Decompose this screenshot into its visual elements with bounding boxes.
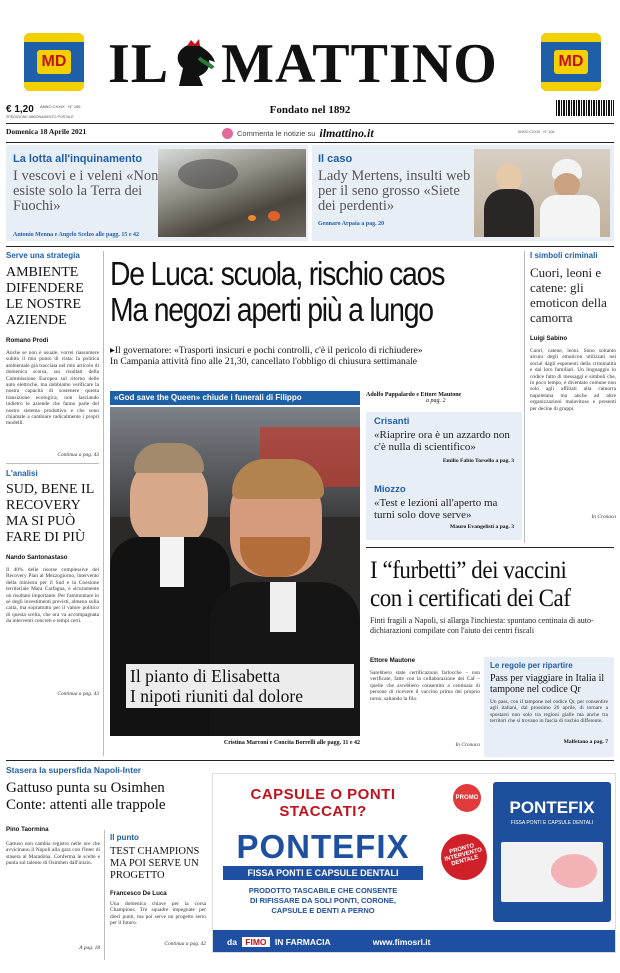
rules-box[interactable]: Le regole per ripartire Pass per viaggiare in Italia il tampone nel codice Qr Un pass, con il tampone nel codice Qr, per consentire agli italiani, dal prossimo 26 aprile, di tornare a spostarsi non solo tra regioni gialle ma anche tra territori che si trovano in fascia di rischio differente. Malfetano a pag. 7 [484,657,614,757]
fires-photo [158,149,306,237]
ad-question: CAPSULE O PONTI STACCATI? [250,786,396,820]
md-logo-right: MD [541,33,601,91]
barcode [556,100,614,116]
ad-brand: PONTEFIX [236,828,410,865]
main-subheads: ▸Il governatore: «Trasporti insicuri e pochi controlli, c'è il pericolo di richiudere» In Campania attività fino alle 21,30, cancellato l'obbligo di chiusura settimanale [110,345,423,367]
founded-line: Fondato nel 1892 [269,104,351,116]
newspaper-title: IL MATTINO [108,33,498,95]
rooster-icon [169,38,221,88]
mertens-photo [474,149,610,237]
date-small: ANNO CXXIX · N° 106 [518,130,555,134]
photo-kicker: «God save the Queen» chiude i funerali di Filippo [110,391,360,405]
md-logo-left: MD [24,33,84,91]
sport-title[interactable]: Gattuso punta su Osimhen Conte: attenti alle trappole [6,780,166,813]
left-column: Serve una strategia AMBIENTE DIFENDERE LE NOSTRE AZIENDE Romano Prodi Anche se non è usuale, vorrei riassumere subito il mio punto di vista: la politica ambientale già tracciata nel mio articolo di domenica scorsa, sui risultati della Commissione Europea sul ritorno delle auto elettriche, ma dobbiamo verificare la nostra capacità di sostenere questa transizione ecologica, non lasciando indietro le aziende che fanno parte del nostro sistema produttivo e che sono chiamate a cambiare radicalmente i propri modelli. Continua a pag. 43 L'analisi SUD, BENE IL RECOVERY MA SI PUÒ FARE DI PIÙ Nando Santonastaso Il 40% delle risorse complessive del Recovery Plan al Mezzogiorno, intervento della ministra per il Sud e la Coesione territoriale Mara Carfagna, è sicuramente un risultato importante. Per l'ammontare in sé degli investimenti previsti, almeno sulla carta, ma soprattutto per il valore politico di questa scelta, che ora va accompagnata da interventi concreti e tempi certi. Continua a pag. 43 [6,251,99,697]
main-signature: Adolfo Pappalardo e Ettore Mautone a pag. 2 [366,392,462,404]
postal-info: SPEDIZIONE ABBONAMENTO POSTALE [6,115,74,119]
quote-miozzo[interactable]: Miozzo «Test e lezioni all'aperto ma turni solo dove serve» Mauro Evangelisti a pag. 3 [366,480,522,540]
site-link[interactable]: ilmattino.it [319,126,374,140]
ad-footer: da FIMO IN FARMACIA www.fimosrl.it [213,930,616,953]
left-title-2[interactable]: SUD, BENE IL RECOVERY MA SI PUÒ FARE DI PIÙ [6,482,94,545]
issue-date: Domenica 18 Aprile 2021 [6,127,87,136]
teaser-pollution[interactable]: La lotta all'inquinamento I vescovi e i veleni «Non esiste solo la Terra dei Fuochi» Antonio Menna e Angelo Scelzo alle pagg. 15 e 42 [6,145,308,241]
vaccine-headline[interactable]: I “furbetti” dei vaccini con i certificati dei Caf [370,557,571,612]
sport-commentary: Il punto TEST CHAMPIONS MA POI SERVE UN PROGETTO Francesco De Luca Una domenica chiave per la corsa Champions. Tre squadre impegnate per dieci punti, ma poi serve un progetto serio per il futuro. Continua a pag. 42 [110,833,206,947]
teaser-mertens[interactable]: Il caso Lady Mertens, insulti web per il seno grosso «Siete dei perdenti» Gennaro Arpaia a pag. 20 [312,145,614,241]
issue-info: ANNO CXXIX · N° 106 [40,104,81,109]
ad-badge: PRONTO INTERVENTO DENTALE [436,829,492,885]
vaccine-sub: Finti fragili a Napoli, si allarga l'inchiesta: spuntano centinaia di auto-dichiarazioni compilate con l'aiuto dei centri fiscali [370,616,594,635]
photo-caption: Il pianto di Elisabetta I nipoti riuniti dal dolore [126,664,354,708]
right-title[interactable]: Cuori, leoni e catene: gli emoticon della camorra [530,265,607,325]
sport-section: Stasera la supersfida Napoli-Inter Gattuso punta su Osimhen Conte: attenti alle trappole [6,765,206,814]
price: € 1,20 [6,104,34,115]
sport-article: Pino Taormina Gattuso non cambia registro nelle ore che avvicinano il Napoli alla gara con l'Inter di stasera al Maradona. Conferma le scelte e punta sul talento di Osimhen dall'inizio. A pag. 18 [6,826,100,951]
ad-description: PRODOTTO TASCABILE CHE CONSENTE DI RIFISSARE DA SOLI PONTI, CORONE, CAPSULE E DENTI A PERNO [248,886,398,915]
photo-credit: Cristina Marconi e Concita Borrelli alle pagg. 11 e 42 [223,740,360,746]
pontefix-ad[interactable] [212,773,616,953]
right-column: I simboli criminali Cuori, leoni e catene: gli emoticon della camorra Luigi Sabino Cuori, catene, leoni. Sono soltanto alcuni degli emoticon utilizzati nei social dagli esponenti della criminalità e dai loro familiari. Un linguaggio in codice fatto di messaggi e simboli che, in poco tempo, è diventato comune non solo agli affiliati alla camorra napoletana ma anche ad altre organizzazioni malavitose e presenti per decine di gruppi. In Cronaca [530,251,616,520]
tooth-icon [551,854,597,888]
main-headline[interactable]: De Luca: scuola, rischio caos Ma negozi aperti più a lungo [110,255,445,328]
ad-tagline: FISSA PONTI E CAPSULE DENTALI [223,866,423,880]
vaccine-column: Ettore Mautone Sarebbero state certificazioni farlocche – non verificate, fatte con la collaborazione dei Caf – quelle che avrebbero consentito a centinaia di persone di ricevere il vaccino prima del proprio turno, saltando la fila. In Cronaca [370,657,480,748]
left-kicker: Serve una strategia [6,251,80,260]
promo-banner[interactable]: Commenta le notizie su ilmattino.it [222,126,374,141]
quote-crisanti[interactable]: Crisanti «Riaprire ora è un azzardo non c'è nulla di scientifico» Emilio Fabio Torsello a pag. 3 [366,412,522,484]
ad-promo-sticker: PROMO [453,784,481,812]
left-title[interactable]: AMBIENTE DIFENDERE LE NOSTRE AZIENDE [6,265,84,328]
ad-product-box: PONTEFIX FISSA PONTI E CAPSULE DENTALI [493,782,611,922]
comment-icon [222,128,233,139]
